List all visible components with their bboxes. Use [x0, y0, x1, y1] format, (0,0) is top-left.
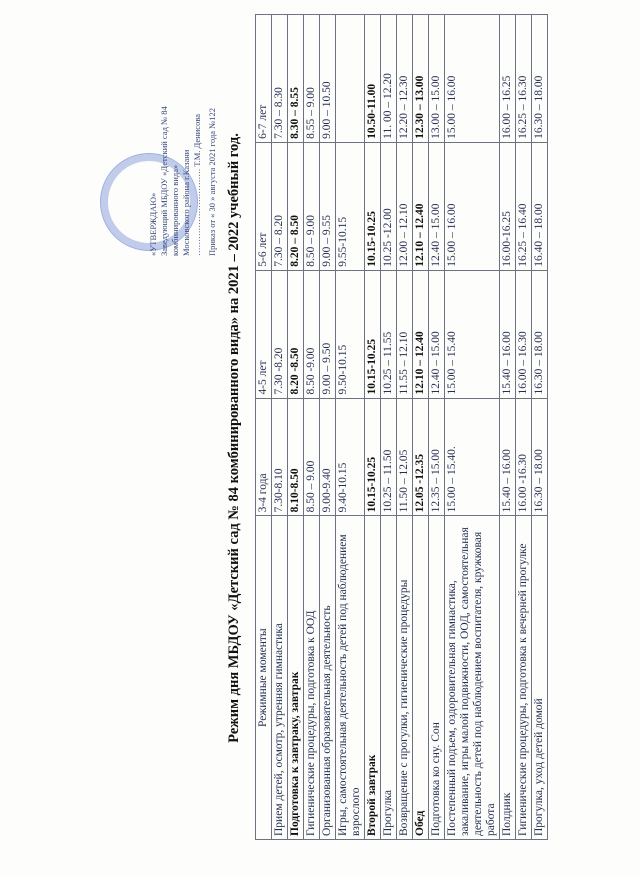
approval-line: Московского района г.Казани [181, 149, 191, 256]
activity-cell: Игры, самостоятельная деятельность детей под наблюдением взрослого [336, 516, 365, 840]
activity-cell: Прием детей, осмотр, утренняя гимнастика [272, 516, 288, 840]
header-age-3-4: 3-4 года [256, 398, 272, 516]
time-cell: 7.30 – 8.20 [272, 142, 288, 270]
activity-cell: Гигиенические процедуры, подготовка к ООД [304, 516, 320, 840]
table-row [320, 15, 336, 840]
approval-line: «УТВЕРЖДАЮ» [148, 192, 158, 256]
table-row [532, 15, 548, 840]
time-cell: 7.30-8.10 [272, 398, 288, 516]
time-cell: 10.15-10.25 [365, 142, 381, 270]
table-row [381, 15, 397, 840]
activity-cell: Обед [413, 516, 429, 840]
time-cell: 15.40 – 16.00 [500, 270, 516, 398]
time-cell: 8.50 – 9.00 [304, 142, 320, 270]
table-row [516, 15, 532, 840]
time-cell: 15.00 – 15.40. [445, 398, 500, 516]
time-cell: 8.55 – 9.00 [304, 15, 320, 143]
time-cell: 7.30 -8.20 [272, 270, 288, 398]
time-cell: 9.00-9.40 [320, 398, 336, 516]
time-cell [336, 15, 365, 143]
time-cell: 11.55 – 12.10 [397, 270, 413, 398]
time-cell: 10.50-11.00 [365, 15, 381, 143]
activity-cell: Постепенный подъем, оздоровительная гимнастика, закаливание, игры малой подвижности, ООД, самостоятельная деятельность детей под наблюдением воспитателя, кружковая работа [445, 516, 500, 840]
table-row [365, 15, 381, 840]
activity-cell: Полдник [500, 516, 516, 840]
time-cell: 9.55-10.15 [336, 142, 365, 270]
time-cell: 9.00 – 9.50 [320, 270, 336, 398]
time-cell: 11.50 – 12.05 [397, 398, 413, 516]
table-row [397, 15, 413, 840]
activity-cell: Организованная образовательная деятельность [320, 516, 336, 840]
time-cell: 16.25 – 16.30 [516, 15, 532, 143]
header-activity: Режимные моменты [256, 516, 272, 840]
time-cell: 9.50-10.15 [336, 270, 365, 398]
time-cell: 12.30 – 13.00 [413, 15, 429, 143]
time-cell: 16.00 – 16.25 [500, 15, 516, 143]
time-cell: 16.25 – 16.40 [516, 142, 532, 270]
time-cell: 9.00 – 9.55 [320, 142, 336, 270]
time-cell: 16.40 – 18.00 [532, 142, 548, 270]
activity-cell: Гигиенические процедуры, подготовка к вечерней прогулке [516, 516, 532, 840]
table-row [336, 15, 365, 840]
time-cell: 9.40-10.15 [336, 398, 365, 516]
header-age-6-7: 6-7 лет [256, 15, 272, 143]
approval-line: Заведующий МБДОУ «Детский сад № 84 [159, 106, 169, 256]
time-cell: 13.00 – 15.00 [429, 15, 445, 143]
time-cell: 12.20 – 12.30 [397, 15, 413, 143]
time-cell: 8.30 – 8.55 [288, 15, 304, 143]
schedule-table [255, 14, 548, 840]
table-row [304, 15, 320, 840]
table-row [413, 15, 429, 840]
time-cell: 7.30 – 8.30 [272, 15, 288, 143]
time-cell: 12.40 – 15.00 [429, 270, 445, 398]
time-cell: 10.15-10.25 [365, 398, 381, 516]
time-cell: 16.30 – 18.00 [532, 398, 548, 516]
time-cell: 10.25 – 11.50 [381, 398, 397, 516]
table-header-row [256, 15, 272, 840]
header-age-5-6: 5-6 лет [256, 142, 272, 270]
time-cell: 12.05 -12.35 [413, 398, 429, 516]
activity-cell: Возвращение с прогулки, гигиенические процедуры [397, 516, 413, 840]
activity-cell: Подготовка ко сну. Сон [429, 516, 445, 840]
time-cell: 16.00-16.25 [500, 142, 516, 270]
table-row [429, 15, 445, 840]
schedule-body [272, 15, 548, 840]
time-cell: 10.15-10.25 [365, 270, 381, 398]
document-title: Режим дня МБДОУ «Детский сад № 84 комбинированного вида» на 2021 – 2022 учебный год. [226, 133, 242, 743]
table-row [288, 15, 304, 840]
time-cell: 16.30 – 18.00 [532, 270, 548, 398]
time-cell: 12.10 – 12.40 [413, 270, 429, 398]
time-cell: 10.25 -12.00 [381, 142, 397, 270]
time-cell: 16.00 -16.30 [516, 398, 532, 516]
approval-line: …………………………. Т.М. Денисова [192, 114, 202, 256]
time-cell: 12.00 – 12.10 [397, 142, 413, 270]
activity-cell: Подготовка к завтраку, завтрак [288, 516, 304, 840]
activity-cell: Второй завтрак [365, 516, 381, 840]
approval-line: комбинированного вида» [170, 164, 180, 256]
time-cell: 16.00 – 16.30 [516, 270, 532, 398]
approval-line: Приказ от « 30 » августа 2021 года №122 [207, 107, 217, 256]
time-cell: 8.10-8.50 [288, 398, 304, 516]
time-cell: 8.20 -8.50 [288, 270, 304, 398]
time-cell: 15.00 – 16.00 [445, 142, 500, 270]
table-row [445, 15, 500, 840]
time-cell: 10.25 – 11.55 [381, 270, 397, 398]
time-cell: 11. 00 – 12.20 [381, 15, 397, 143]
time-cell: 8.50 – 9.00 [304, 398, 320, 516]
time-cell: 15.00 – 16.00 [445, 15, 500, 143]
time-cell: 15.40 – 16.00 [500, 398, 516, 516]
table-row [500, 15, 516, 840]
activity-cell: Прогулка, уход детей домой [532, 516, 548, 840]
time-cell: 15.00 – 15.40 [445, 270, 500, 398]
table-row [272, 15, 288, 840]
time-cell: 9.00 – 10.50 [320, 15, 336, 143]
activity-cell: Прогулка [381, 516, 397, 840]
time-cell: 12.35 – 15.00 [429, 398, 445, 516]
time-cell: 12.10 – 12.40 [413, 142, 429, 270]
time-cell: 16.30 – 18.00 [532, 15, 548, 143]
time-cell: 12.40 – 15.00 [429, 142, 445, 270]
time-cell: 8.20 – 8.50 [288, 142, 304, 270]
time-cell: 8.50 -9.00 [304, 270, 320, 398]
header-age-4-5: 4-5 лет [256, 270, 272, 398]
approval-block [148, 46, 218, 256]
